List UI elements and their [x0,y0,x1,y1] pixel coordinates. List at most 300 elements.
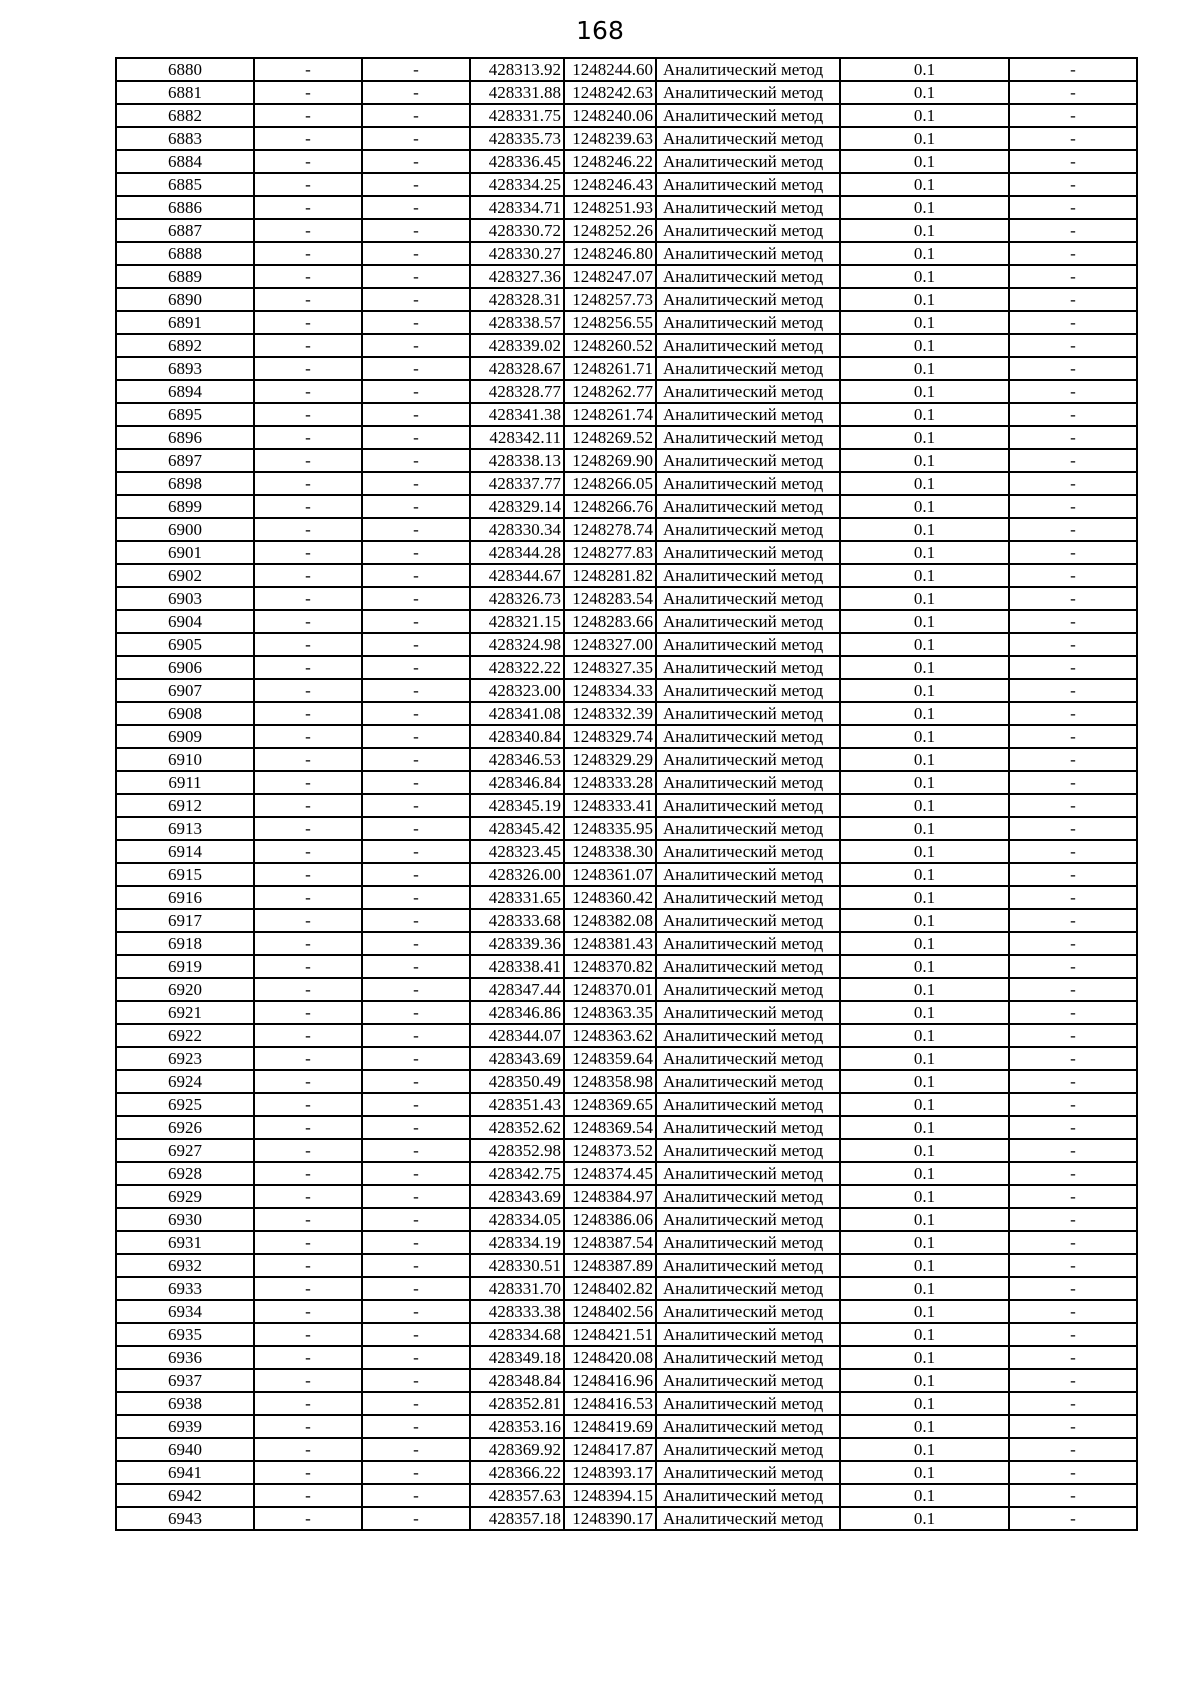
accuracy-cell: 0.1 [840,1093,1009,1116]
method-cell: Аналитический метод [656,518,840,541]
point-number-cell: 6881 [116,81,254,104]
empty-dash-cell: - [362,1461,470,1484]
method-cell: Аналитический метод [656,472,840,495]
empty-dash-cell: - [1009,173,1137,196]
x-coordinate-cell: 428342.75 [470,1162,564,1185]
point-number-cell: 6880 [116,58,254,81]
table-row [116,817,1137,840]
table-row [116,1047,1137,1070]
method-cell: Аналитический метод [656,219,840,242]
empty-dash-cell: - [254,702,362,725]
empty-dash-cell: - [362,1300,470,1323]
empty-dash-cell: - [362,1024,470,1047]
x-coordinate-cell: 428331.65 [470,886,564,909]
point-number-cell: 6903 [116,587,254,610]
table-row [116,403,1137,426]
x-coordinate-cell: 428336.45 [470,150,564,173]
x-coordinate-cell: 428340.84 [470,725,564,748]
x-coordinate-cell: 428321.15 [470,610,564,633]
point-number-cell: 6909 [116,725,254,748]
accuracy-cell: 0.1 [840,587,1009,610]
point-number-cell: 6884 [116,150,254,173]
empty-dash-cell: - [1009,564,1137,587]
table-row [116,127,1137,150]
y-coordinate-cell: 1248338.30 [564,840,656,863]
y-coordinate-cell: 1248333.28 [564,771,656,794]
y-coordinate-cell: 1248260.52 [564,334,656,357]
empty-dash-cell: - [362,1070,470,1093]
empty-dash-cell: - [254,1415,362,1438]
accuracy-cell: 0.1 [840,1323,1009,1346]
empty-dash-cell: - [362,909,470,932]
point-number-cell: 6918 [116,932,254,955]
table-row [116,449,1137,472]
empty-dash-cell: - [254,1047,362,1070]
empty-dash-cell: - [1009,587,1137,610]
empty-dash-cell: - [254,472,362,495]
accuracy-cell: 0.1 [840,1116,1009,1139]
table-row [116,1185,1137,1208]
x-coordinate-cell: 428328.31 [470,288,564,311]
point-number-cell: 6899 [116,495,254,518]
accuracy-cell: 0.1 [840,265,1009,288]
empty-dash-cell: - [362,288,470,311]
empty-dash-cell: - [1009,1323,1137,1346]
accuracy-cell: 0.1 [840,1415,1009,1438]
table-row [116,794,1137,817]
y-coordinate-cell: 1248416.53 [564,1392,656,1415]
empty-dash-cell: - [254,1392,362,1415]
empty-dash-cell: - [1009,1461,1137,1484]
accuracy-cell: 0.1 [840,886,1009,909]
empty-dash-cell: - [1009,196,1137,219]
empty-dash-cell: - [1009,1070,1137,1093]
method-cell: Аналитический метод [656,1116,840,1139]
point-number-cell: 6921 [116,1001,254,1024]
point-number-cell: 6932 [116,1254,254,1277]
empty-dash-cell: - [362,1254,470,1277]
x-coordinate-cell: 428353.16 [470,1415,564,1438]
accuracy-cell: 0.1 [840,771,1009,794]
empty-dash-cell: - [362,748,470,771]
x-coordinate-cell: 428331.75 [470,104,564,127]
empty-dash-cell: - [1009,311,1137,334]
table-row [116,1001,1137,1024]
empty-dash-cell: - [362,449,470,472]
empty-dash-cell: - [1009,265,1137,288]
table-row [116,610,1137,633]
x-coordinate-cell: 428328.77 [470,380,564,403]
empty-dash-cell: - [362,1231,470,1254]
table-row [116,288,1137,311]
point-number-cell: 6898 [116,472,254,495]
accuracy-cell: 0.1 [840,1484,1009,1507]
y-coordinate-cell: 1248417.87 [564,1438,656,1461]
y-coordinate-cell: 1248374.45 [564,1162,656,1185]
empty-dash-cell: - [254,1507,362,1530]
method-cell: Аналитический метод [656,242,840,265]
y-coordinate-cell: 1248261.71 [564,357,656,380]
y-coordinate-cell: 1248327.00 [564,633,656,656]
y-coordinate-cell: 1248283.54 [564,587,656,610]
method-cell: Аналитический метод [656,955,840,978]
table-row [116,518,1137,541]
empty-dash-cell: - [362,311,470,334]
method-cell: Аналитический метод [656,127,840,150]
x-coordinate-cell: 428342.11 [470,426,564,449]
x-coordinate-cell: 428357.63 [470,1484,564,1507]
accuracy-cell: 0.1 [840,518,1009,541]
empty-dash-cell: - [1009,81,1137,104]
x-coordinate-cell: 428327.36 [470,265,564,288]
empty-dash-cell: - [362,1507,470,1530]
method-cell: Аналитический метод [656,725,840,748]
x-coordinate-cell: 428331.88 [470,81,564,104]
table-row [116,1254,1137,1277]
x-coordinate-cell: 428331.70 [470,1277,564,1300]
empty-dash-cell: - [362,840,470,863]
y-coordinate-cell: 1248420.08 [564,1346,656,1369]
x-coordinate-cell: 428338.13 [470,449,564,472]
empty-dash-cell: - [362,702,470,725]
method-cell: Аналитический метод [656,1001,840,1024]
x-coordinate-cell: 428346.84 [470,771,564,794]
x-coordinate-cell: 428346.86 [470,1001,564,1024]
method-cell: Аналитический метод [656,840,840,863]
empty-dash-cell: - [1009,541,1137,564]
accuracy-cell: 0.1 [840,1392,1009,1415]
y-coordinate-cell: 1248361.07 [564,863,656,886]
x-coordinate-cell: 428349.18 [470,1346,564,1369]
empty-dash-cell: - [254,771,362,794]
empty-dash-cell: - [1009,794,1137,817]
y-coordinate-cell: 1248239.63 [564,127,656,150]
y-coordinate-cell: 1248384.97 [564,1185,656,1208]
point-number-cell: 6922 [116,1024,254,1047]
accuracy-cell: 0.1 [840,357,1009,380]
y-coordinate-cell: 1248269.52 [564,426,656,449]
empty-dash-cell: - [1009,1024,1137,1047]
table-row [116,1369,1137,1392]
point-number-cell: 6887 [116,219,254,242]
empty-dash-cell: - [1009,1047,1137,1070]
method-cell: Аналитический метод [656,1231,840,1254]
empty-dash-cell: - [1009,495,1137,518]
y-coordinate-cell: 1248402.56 [564,1300,656,1323]
x-coordinate-cell: 428338.41 [470,955,564,978]
point-number-cell: 6925 [116,1093,254,1116]
accuracy-cell: 0.1 [840,311,1009,334]
empty-dash-cell: - [1009,863,1137,886]
point-number-cell: 6901 [116,541,254,564]
point-number-cell: 6930 [116,1208,254,1231]
table-row [116,564,1137,587]
method-cell: Аналитический метод [656,1162,840,1185]
y-coordinate-cell: 1248359.64 [564,1047,656,1070]
x-coordinate-cell: 428337.77 [470,472,564,495]
x-coordinate-cell: 428335.73 [470,127,564,150]
empty-dash-cell: - [362,1484,470,1507]
point-number-cell: 6907 [116,679,254,702]
table-row [116,1093,1137,1116]
empty-dash-cell: - [1009,955,1137,978]
empty-dash-cell: - [362,817,470,840]
empty-dash-cell: - [362,564,470,587]
y-coordinate-cell: 1248370.82 [564,955,656,978]
table-row [116,725,1137,748]
point-number-cell: 6915 [116,863,254,886]
point-number-cell: 6926 [116,1116,254,1139]
empty-dash-cell: - [254,1093,362,1116]
accuracy-cell: 0.1 [840,219,1009,242]
coordinates-table [115,57,1138,1531]
empty-dash-cell: - [362,472,470,495]
empty-dash-cell: - [1009,1162,1137,1185]
y-coordinate-cell: 1248370.01 [564,978,656,1001]
method-cell: Аналитический метод [656,794,840,817]
y-coordinate-cell: 1248333.41 [564,794,656,817]
method-cell: Аналитический метод [656,449,840,472]
point-number-cell: 6942 [116,1484,254,1507]
table-row [116,955,1137,978]
empty-dash-cell: - [254,679,362,702]
accuracy-cell: 0.1 [840,288,1009,311]
x-coordinate-cell: 428346.53 [470,748,564,771]
empty-dash-cell: - [254,1461,362,1484]
empty-dash-cell: - [1009,1415,1137,1438]
empty-dash-cell: - [254,311,362,334]
x-coordinate-cell: 428326.00 [470,863,564,886]
empty-dash-cell: - [254,1300,362,1323]
y-coordinate-cell: 1248257.73 [564,288,656,311]
empty-dash-cell: - [1009,357,1137,380]
method-cell: Аналитический метод [656,58,840,81]
x-coordinate-cell: 428334.71 [470,196,564,219]
table-row [116,1461,1137,1484]
empty-dash-cell: - [362,127,470,150]
x-coordinate-cell: 428344.28 [470,541,564,564]
y-coordinate-cell: 1248329.74 [564,725,656,748]
y-coordinate-cell: 1248246.43 [564,173,656,196]
method-cell: Аналитический метод [656,1369,840,1392]
x-coordinate-cell: 428347.44 [470,978,564,1001]
y-coordinate-cell: 1248252.26 [564,219,656,242]
y-coordinate-cell: 1248387.89 [564,1254,656,1277]
point-number-cell: 6914 [116,840,254,863]
empty-dash-cell: - [1009,886,1137,909]
accuracy-cell: 0.1 [840,426,1009,449]
x-coordinate-cell: 428324.98 [470,633,564,656]
method-cell: Аналитический метод [656,1300,840,1323]
accuracy-cell: 0.1 [840,1070,1009,1093]
method-cell: Аналитический метод [656,541,840,564]
method-cell: Аналитический метод [656,150,840,173]
y-coordinate-cell: 1248416.96 [564,1369,656,1392]
y-coordinate-cell: 1248281.82 [564,564,656,587]
empty-dash-cell: - [1009,1484,1137,1507]
method-cell: Аналитический метод [656,311,840,334]
table-row [116,150,1137,173]
point-number-cell: 6940 [116,1438,254,1461]
accuracy-cell: 0.1 [840,403,1009,426]
method-cell: Аналитический метод [656,1139,840,1162]
accuracy-cell: 0.1 [840,1507,1009,1530]
empty-dash-cell: - [254,1070,362,1093]
table-row [116,909,1137,932]
point-number-cell: 6895 [116,403,254,426]
empty-dash-cell: - [1009,58,1137,81]
accuracy-cell: 0.1 [840,541,1009,564]
point-number-cell: 6920 [116,978,254,1001]
empty-dash-cell: - [254,334,362,357]
point-number-cell: 6924 [116,1070,254,1093]
table-row [116,311,1137,334]
empty-dash-cell: - [1009,633,1137,656]
empty-dash-cell: - [254,1139,362,1162]
empty-dash-cell: - [362,495,470,518]
empty-dash-cell: - [1009,679,1137,702]
point-number-cell: 6889 [116,265,254,288]
empty-dash-cell: - [254,1369,362,1392]
empty-dash-cell: - [1009,1438,1137,1461]
x-coordinate-cell: 428343.69 [470,1047,564,1070]
y-coordinate-cell: 1248283.66 [564,610,656,633]
table-row [116,748,1137,771]
table-row [116,541,1137,564]
y-coordinate-cell: 1248332.39 [564,702,656,725]
point-number-cell: 6896 [116,426,254,449]
point-number-cell: 6906 [116,656,254,679]
method-cell: Аналитический метод [656,886,840,909]
point-number-cell: 6910 [116,748,254,771]
point-number-cell: 6905 [116,633,254,656]
empty-dash-cell: - [362,150,470,173]
point-number-cell: 6937 [116,1369,254,1392]
empty-dash-cell: - [1009,932,1137,955]
table-row [116,1346,1137,1369]
method-cell: Аналитический метод [656,656,840,679]
point-number-cell: 6885 [116,173,254,196]
point-number-cell: 6893 [116,357,254,380]
y-coordinate-cell: 1248387.54 [564,1231,656,1254]
method-cell: Аналитический метод [656,81,840,104]
accuracy-cell: 0.1 [840,748,1009,771]
x-coordinate-cell: 428330.34 [470,518,564,541]
method-cell: Аналитический метод [656,702,840,725]
empty-dash-cell: - [362,265,470,288]
empty-dash-cell: - [1009,1254,1137,1277]
empty-dash-cell: - [254,564,362,587]
empty-dash-cell: - [1009,1346,1137,1369]
empty-dash-cell: - [254,518,362,541]
x-coordinate-cell: 428352.81 [470,1392,564,1415]
accuracy-cell: 0.1 [840,909,1009,932]
empty-dash-cell: - [362,518,470,541]
x-coordinate-cell: 428322.22 [470,656,564,679]
x-coordinate-cell: 428329.14 [470,495,564,518]
empty-dash-cell: - [254,403,362,426]
empty-dash-cell: - [1009,104,1137,127]
table-row [116,1139,1137,1162]
empty-dash-cell: - [254,127,362,150]
empty-dash-cell: - [254,150,362,173]
y-coordinate-cell: 1248327.35 [564,656,656,679]
point-number-cell: 6927 [116,1139,254,1162]
method-cell: Аналитический метод [656,748,840,771]
empty-dash-cell: - [362,656,470,679]
method-cell: Аналитический метод [656,403,840,426]
empty-dash-cell: - [1009,403,1137,426]
empty-dash-cell: - [362,173,470,196]
x-coordinate-cell: 428313.92 [470,58,564,81]
empty-dash-cell: - [254,58,362,81]
method-cell: Аналитический метод [656,1185,840,1208]
method-cell: Аналитический метод [656,679,840,702]
y-coordinate-cell: 1248244.60 [564,58,656,81]
y-coordinate-cell: 1248278.74 [564,518,656,541]
x-coordinate-cell: 428333.68 [470,909,564,932]
y-coordinate-cell: 1248363.62 [564,1024,656,1047]
y-coordinate-cell: 1248256.55 [564,311,656,334]
empty-dash-cell: - [254,541,362,564]
method-cell: Аналитический метод [656,817,840,840]
table-row [116,1208,1137,1231]
table-row [116,196,1137,219]
y-coordinate-cell: 1248266.05 [564,472,656,495]
accuracy-cell: 0.1 [840,449,1009,472]
method-cell: Аналитический метод [656,633,840,656]
y-coordinate-cell: 1248358.98 [564,1070,656,1093]
empty-dash-cell: - [254,1277,362,1300]
empty-dash-cell: - [362,587,470,610]
empty-dash-cell: - [254,196,362,219]
accuracy-cell: 0.1 [840,794,1009,817]
x-coordinate-cell: 428341.38 [470,403,564,426]
empty-dash-cell: - [362,725,470,748]
accuracy-cell: 0.1 [840,334,1009,357]
empty-dash-cell: - [1009,1369,1137,1392]
empty-dash-cell: - [254,104,362,127]
empty-dash-cell: - [1009,1277,1137,1300]
x-coordinate-cell: 428339.02 [470,334,564,357]
empty-dash-cell: - [254,265,362,288]
empty-dash-cell: - [254,495,362,518]
accuracy-cell: 0.1 [840,679,1009,702]
empty-dash-cell: - [1009,748,1137,771]
x-coordinate-cell: 428345.42 [470,817,564,840]
empty-dash-cell: - [1009,1093,1137,1116]
accuracy-cell: 0.1 [840,1185,1009,1208]
empty-dash-cell: - [362,426,470,449]
y-coordinate-cell: 1248266.76 [564,495,656,518]
y-coordinate-cell: 1248240.06 [564,104,656,127]
empty-dash-cell: - [254,886,362,909]
empty-dash-cell: - [254,955,362,978]
x-coordinate-cell: 428357.18 [470,1507,564,1530]
accuracy-cell: 0.1 [840,81,1009,104]
empty-dash-cell: - [254,1208,362,1231]
method-cell: Аналитический метод [656,426,840,449]
empty-dash-cell: - [254,1024,362,1047]
x-coordinate-cell: 428328.67 [470,357,564,380]
empty-dash-cell: - [254,978,362,1001]
empty-dash-cell: - [362,1001,470,1024]
table-row [116,242,1137,265]
method-cell: Аналитический метод [656,380,840,403]
empty-dash-cell: - [362,1093,470,1116]
empty-dash-cell: - [362,1346,470,1369]
y-coordinate-cell: 1248277.83 [564,541,656,564]
